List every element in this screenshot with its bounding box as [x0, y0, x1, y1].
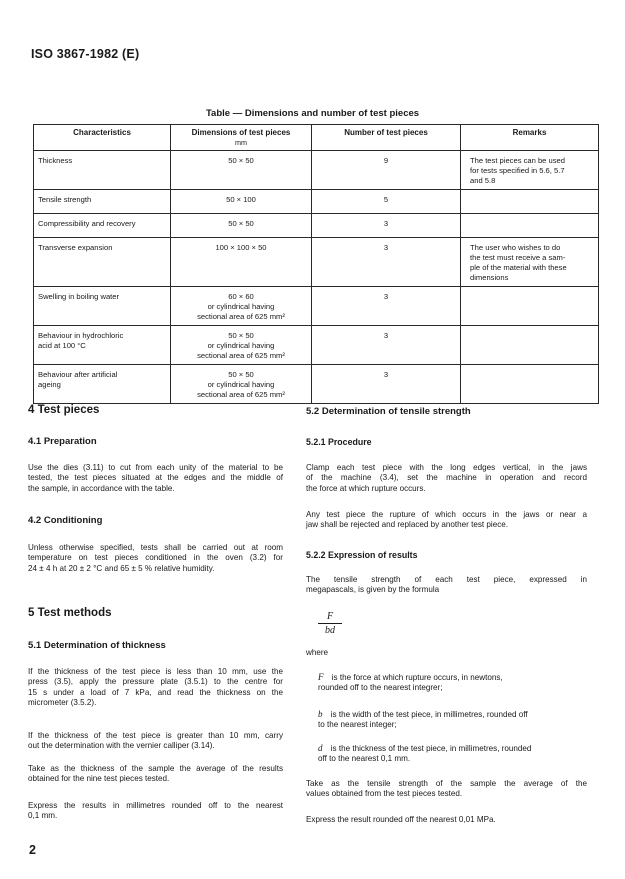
cell-dimensions-line: 50 × 50	[228, 331, 254, 340]
section-5-1-para-2	[28, 731, 283, 752]
table-row	[34, 326, 599, 365]
text-line: Use the dies (3.11) to cut from each unity of the material to be	[28, 463, 283, 472]
cell-dimensions	[171, 151, 312, 190]
text-line: jaw shall be rejected and replaced by another test piece.	[306, 520, 509, 530]
cell-remarks-line: The user who wishes to do	[470, 243, 561, 252]
cell-characteristic-line: Behaviour after artificial	[38, 370, 118, 379]
table-caption: Table — Dimensions and number of test pieces	[205, 108, 420, 119]
formula-numerator: F	[318, 611, 342, 624]
header-dimensions-unit: mm	[235, 138, 247, 147]
cell-characteristic	[34, 287, 171, 326]
section-4-2-text	[28, 543, 283, 574]
cell-dimensions-line: or cylindrical having	[207, 380, 275, 389]
section-5-2-title: 5.2 Determination of tensile strength	[306, 406, 471, 417]
where-label: where	[306, 648, 329, 657]
definition-d-line-1: is the thickness of the test piece, in millimetres, rounded	[330, 744, 532, 753]
cell-remarks	[461, 326, 599, 365]
section-4-1-title: 4.1 Preparation	[28, 436, 97, 447]
cell-dimensions-line: or cylindrical having	[207, 302, 275, 311]
cell-number: 3	[312, 365, 461, 404]
cell-remarks	[461, 238, 599, 287]
section-4-2-title: 4.2 Conditioning	[28, 515, 103, 526]
text-line: micrometer (3.5.2).	[28, 698, 97, 708]
cell-remarks	[461, 365, 599, 404]
cell-remarks-line: and 5.8	[470, 176, 496, 185]
table-row	[34, 365, 599, 404]
cell-characteristic-line: Tensile strength	[38, 195, 92, 204]
section-5-2-1-para-2	[306, 510, 587, 531]
definition-d	[318, 743, 531, 765]
text-line: temperature on test pieces conditioned in the oven (3.2) for	[28, 553, 283, 563]
table-row	[34, 287, 599, 326]
section-5-title: 5 Test methods	[28, 607, 112, 619]
text-line: Unless otherwise specified, tests shall be carried out at room	[28, 543, 283, 552]
cell-number: 3	[312, 287, 461, 326]
text-line: If the thickness of the test piece is greater than 10 mm, carry	[28, 731, 283, 740]
text-line: press (3.5), apply the pressure plate (3.5.1) to the centre for	[28, 677, 283, 687]
text-line: The tensile strength of each test piece, expressed in	[306, 575, 587, 584]
text-line: Express the results in millimetres rounded off to the nearest	[28, 801, 283, 810]
section-5-1-para-3	[28, 764, 283, 785]
formula-denominator: bd	[325, 625, 335, 636]
table-row	[34, 151, 599, 190]
table-row	[34, 190, 599, 214]
cell-remarks-line: ple of the material with these	[470, 263, 567, 272]
cell-dimensions	[171, 214, 312, 238]
definition-b-line-2: to the nearest integer;	[318, 720, 397, 730]
cell-remarks	[461, 190, 599, 214]
text-line: values obtained from the test pieces tested.	[306, 789, 463, 799]
cell-dimensions	[171, 326, 312, 365]
text-line: megapascals, is given by the formula	[306, 585, 440, 595]
cell-characteristic-line: Compressibility and recovery	[38, 219, 136, 228]
definition-F-line-1: is the force at which rupture occurs, in newtons,	[331, 673, 503, 682]
cell-characteristic-line: Thickness	[38, 156, 73, 165]
text-line: 0,1 mm.	[28, 811, 58, 821]
text-line: the sample, in accordance with the table.	[28, 483, 175, 493]
section-5-2-2-title: 5.2.2 Expression of results	[306, 550, 418, 560]
section-5-1-para-4	[28, 801, 283, 822]
cell-dimensions-line: 50 × 50	[228, 156, 254, 165]
definition-d-line-2: off to the nearest 0,1 mm.	[318, 754, 411, 764]
symbol-F: F	[318, 672, 324, 682]
table-row	[34, 238, 599, 287]
cell-dimensions-line: 60 × 60	[228, 292, 254, 301]
cell-dimensions-line: sectional area of 625 mm²	[197, 312, 285, 321]
cell-dimensions	[171, 365, 312, 404]
cell-remarks-line: The test pieces can be used	[470, 156, 565, 165]
cell-dimensions	[171, 238, 312, 287]
cell-dimensions-line: 50 × 50	[228, 370, 254, 379]
cell-dimensions-line: sectional area of 625 mm²	[197, 390, 285, 399]
cell-remarks-line: dimensions	[470, 273, 509, 282]
text-line: the force at which rupture occurs.	[306, 483, 426, 493]
cell-characteristic	[34, 238, 171, 287]
cell-number: 9	[312, 151, 461, 190]
cell-dimensions	[171, 287, 312, 326]
cell-dimensions-line: 100 × 100 × 50	[215, 243, 267, 252]
definition-F-line-2: rounded off to the nearest integrer;	[318, 683, 443, 693]
cell-characteristic-line: Swelling in boiling water	[38, 292, 120, 301]
cell-remarks-line: the test must receive a sam-	[470, 253, 566, 262]
text-line: Express the result rounded off the nearest 0,01 MPa.	[306, 815, 496, 824]
cell-characteristic	[34, 190, 171, 214]
cell-dimensions-line: or cylindrical having	[207, 341, 275, 350]
cell-characteristic	[34, 365, 171, 404]
cell-characteristic	[34, 326, 171, 365]
section-5-2-2-para-3	[306, 815, 496, 825]
tensile-strength-formula	[318, 611, 342, 636]
cell-remarks	[461, 214, 599, 238]
cell-characteristic	[34, 151, 171, 190]
section-5-2-2-para-2	[306, 779, 587, 800]
section-4-title: 4 Test pieces	[28, 404, 100, 416]
cell-number: 3	[312, 214, 461, 238]
symbol-b: b	[318, 709, 323, 719]
header-dimensions	[171, 125, 312, 151]
text-line: tested, the test pieces situated at the edges and the middle of	[28, 473, 283, 483]
header-characteristics: Characteristics	[34, 125, 171, 151]
cell-number: 5	[312, 190, 461, 214]
cell-remarks	[461, 151, 599, 190]
page-number: 2	[29, 843, 36, 857]
cell-remarks	[461, 287, 599, 326]
cell-dimensions-line: 50 × 100	[226, 195, 256, 204]
text-line: Clamp each test piece with the long edges vertical, in the jaws	[306, 463, 587, 472]
definition-b-line-1: is the width of the test piece, in millimetres, rounded off	[330, 710, 528, 719]
text-line: Any test piece the rupture of which occurs in the jaws or near a	[306, 510, 587, 519]
cell-dimensions-line: sectional area of 625 mm²	[197, 351, 285, 360]
header-remarks: Remarks	[461, 125, 599, 151]
text-line: Take as the tensile strength of the sample the average of the	[306, 779, 587, 788]
definition-F	[318, 672, 503, 694]
section-4-1-text	[28, 463, 283, 494]
cell-characteristic-line: Transverse expansion	[38, 243, 113, 252]
section-5-2-1-title: 5.2.1 Procedure	[306, 437, 372, 447]
text-line: obtained for the nine test pieces tested.	[28, 774, 170, 784]
section-5-2-1-para-1	[306, 463, 587, 494]
header-number: Number of test pieces	[312, 125, 461, 151]
cell-number: 3	[312, 326, 461, 365]
text-line: If the thickness of the test piece is less than 10 mm, use the	[28, 667, 283, 676]
text-line: of the machine (3.4), set the machine in operation and record	[306, 473, 587, 483]
cell-dimensions	[171, 190, 312, 214]
section-5-1-title: 5.1 Determination of thickness	[28, 640, 166, 651]
cell-characteristic-line: acid at 100 °C	[38, 341, 86, 350]
definition-b	[318, 709, 528, 731]
dimensions-table	[33, 124, 599, 404]
text-line: 24 ± 4 h at 20 ± 2 °C and 65 ± 5 % relative humidity.	[28, 563, 215, 573]
text-line: out the determination with the vernier calliper (3.14).	[28, 741, 215, 751]
cell-number: 3	[312, 238, 461, 287]
document-id: ISO 3867-1982 (E)	[31, 47, 140, 61]
symbol-d: d	[318, 743, 323, 753]
cell-dimensions-line: 50 × 50	[228, 219, 254, 228]
table-row	[34, 214, 599, 238]
cell-characteristic-line: ageing	[38, 380, 61, 389]
cell-characteristic-line: Behaviour in hydrochloric	[38, 331, 124, 340]
text-line: Take as the thickness of the sample the average of the results	[28, 764, 283, 773]
header-dimensions-label: Dimensions of test pieces	[191, 128, 291, 137]
table-header-row	[34, 125, 599, 151]
cell-characteristic	[34, 214, 171, 238]
text-line: 15 s under a load of 7 kPa, and read the thickness on the	[28, 687, 283, 697]
section-5-1-para-1	[28, 667, 283, 709]
section-5-2-2-para-1	[306, 575, 587, 596]
cell-remarks-line: for tests specified in 5.6, 5.7	[470, 166, 565, 175]
